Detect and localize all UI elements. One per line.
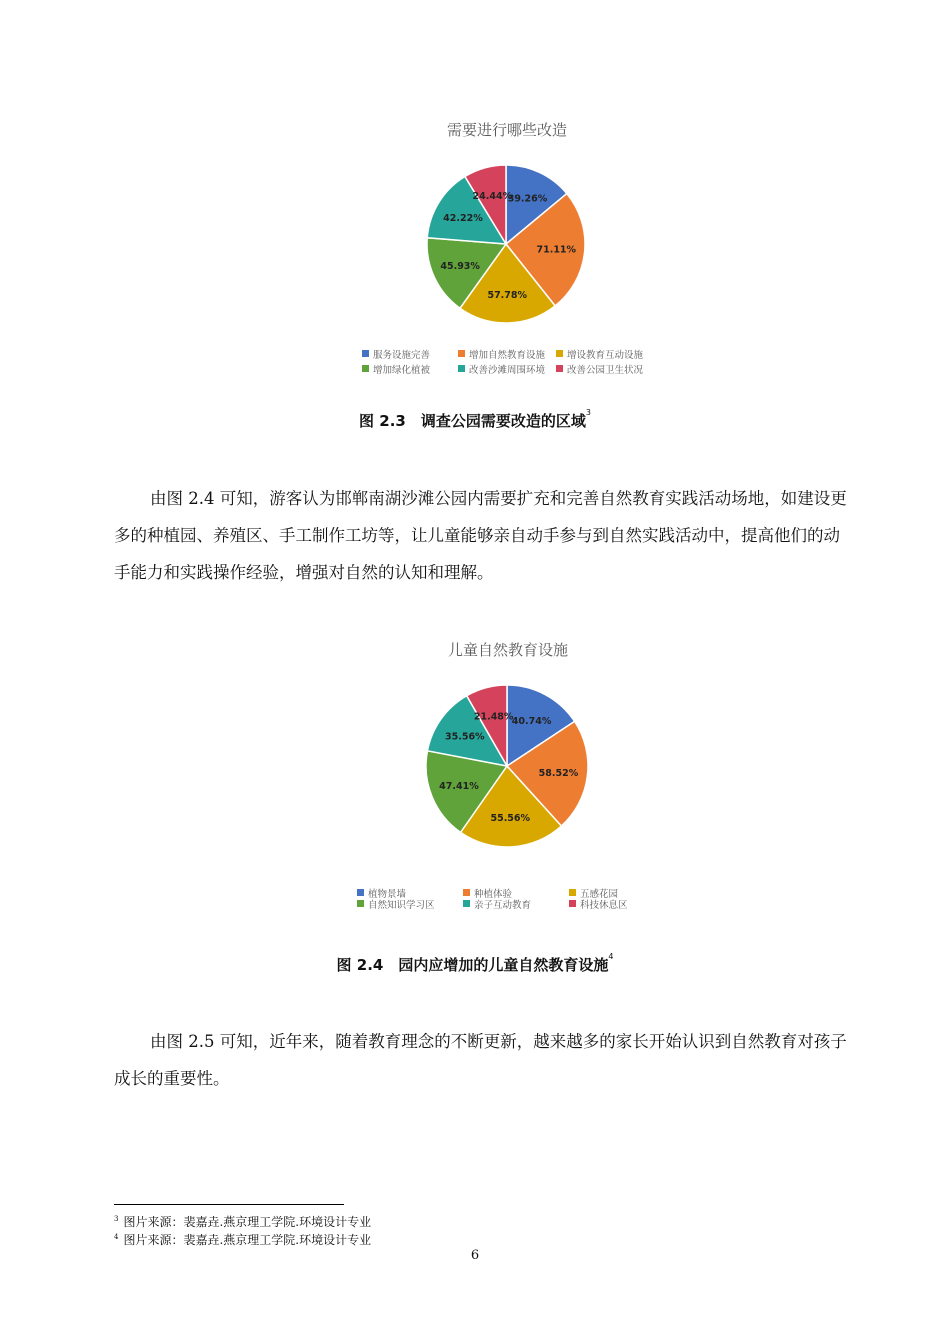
pie-slice-label: 55.56% xyxy=(490,813,531,825)
legend-item: 五感花园 xyxy=(569,886,618,900)
footnote-rule xyxy=(114,1204,344,1205)
pie-slice-label: 47.41% xyxy=(439,781,479,793)
legend-item: 植物景墙 xyxy=(357,886,463,900)
pie-slice-label: 21.48% xyxy=(473,711,514,723)
pie-slice-label: 24.44% xyxy=(472,190,513,202)
pie-slice-label: 57.78% xyxy=(487,290,528,302)
body-paragraph-1: 由图 2.4 可知，游客认为邯郸南湖沙滩公园内需要扩充和完善自然教育实践活动场地，如建设更多的种植园、养殖区、手工制作工坊等，让儿童能够亲自动手参与到自然实践活动中，提高他们的动手能力和实践操作经验，增强对自然的认知和理解。 xyxy=(114,489,847,582)
legend-item: 科技休息区 xyxy=(569,897,628,911)
footnote-4: $^4$ 图片来源：裴嘉垚.燕京理工学院.环境设计专业 xyxy=(114,1233,372,1247)
chart1-legend xyxy=(362,346,643,376)
chart2-title: 儿童自然教育设施 xyxy=(447,641,568,659)
pie-slice-label: 39.26% xyxy=(507,193,548,205)
pie-slice-label: 42.22% xyxy=(443,213,483,225)
pie-slice-label: 71.11% xyxy=(536,244,577,256)
page-number: 6 xyxy=(470,1248,480,1263)
pie-slice-label: 45.93% xyxy=(440,260,480,272)
legend-item: 改善沙滩周围环境 xyxy=(458,362,556,376)
footnote-3: $^3$ 图片来源：裴嘉垚.燕京理工学院.环境设计专业 xyxy=(114,1215,372,1229)
pie-slice-label: 58.52% xyxy=(538,767,579,779)
chart2-pie xyxy=(407,666,607,866)
legend-item: 增加自然教育设施 xyxy=(458,347,556,361)
chart1-pie xyxy=(406,144,606,344)
chart2-legend xyxy=(357,887,628,909)
legend-item: 种植体验 xyxy=(463,886,569,900)
body-paragraph-2: 由图 2.5 可知，近年来，随着教育理念的不断更新，越来越多的家长开始认识到自然教育对孩子成长的重要性。 xyxy=(114,1032,847,1088)
legend-item: 增设教育互动设施 xyxy=(556,347,643,361)
legend-item: 增加绿化植被 xyxy=(362,362,458,376)
pie-slice-label: 35.56% xyxy=(445,731,485,743)
legend-item: 亲子互动教育 xyxy=(463,897,569,911)
legend-item: 服务设施完善 xyxy=(362,347,458,361)
pie-slice-label: 40.74% xyxy=(511,715,552,727)
chart1-title: 需要进行哪些改造 xyxy=(446,121,567,139)
figure-caption-2-3: 图 2.3 调查公园需要改造的区域$^3$ xyxy=(359,408,591,430)
legend-item: 改善公园卫生状况 xyxy=(556,362,643,376)
legend-item: 自然知识学习区 xyxy=(357,897,463,911)
figure-caption-2-4: 图 2.4 园内应增加的儿童自然教育设施$^4$ xyxy=(336,952,614,974)
